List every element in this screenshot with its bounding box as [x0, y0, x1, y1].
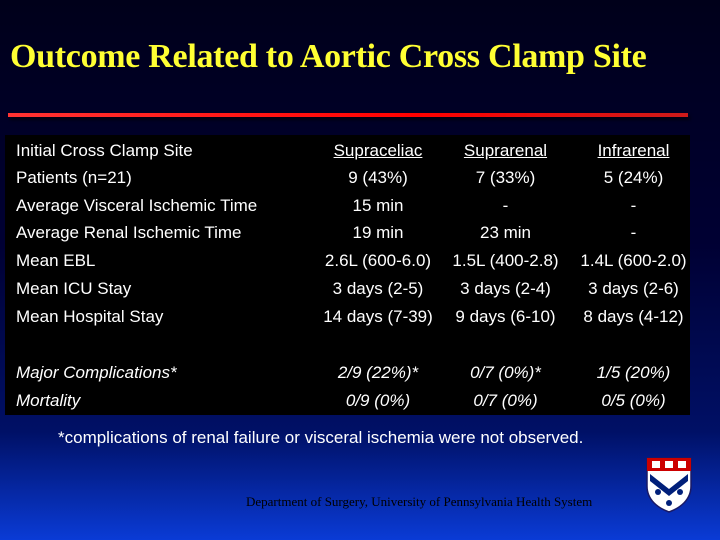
- column-header-infrarenal: Infrarenal: [597, 141, 670, 160]
- row-label-major-complications: Major Complications*: [16, 363, 177, 382]
- table-cell: 1.5L (400-2.8): [452, 251, 559, 270]
- table-cell: 19 min: [352, 223, 404, 242]
- table-cell: 0/5 (0%): [601, 391, 666, 410]
- table-cell: -: [502, 196, 509, 215]
- column-header-suprarenal: Suprarenal: [463, 141, 548, 160]
- table-cell: 0/9 (0%): [345, 391, 411, 410]
- row-label-visceral-ischemic-time: Average Visceral Ischemic Time: [16, 196, 258, 215]
- table-cell: 7 (33%): [475, 168, 536, 187]
- table-cell: 3 days (2-6): [588, 279, 679, 298]
- footnote: *complications of renal failure or visceral ischemia were not observed.: [58, 428, 584, 447]
- table-cell: 3 days (2-4): [460, 279, 551, 298]
- row-label-icu-stay: Mean ICU Stay: [16, 279, 132, 298]
- table-cell: 15 min: [352, 196, 404, 215]
- table-cell: 9 days (6-10): [455, 307, 556, 326]
- table-cell: 2/9 (22%)*: [337, 363, 419, 382]
- footer-department: Department of Surgery, University of Pennsylvania Health System: [246, 494, 593, 509]
- column-header-supraceliac: Supraceliac: [333, 141, 423, 160]
- table-cell: 23 min: [479, 223, 532, 242]
- table-cell: 14 days (7-39): [323, 307, 433, 326]
- table-cell: -: [630, 223, 637, 242]
- table-cell: 8 days (4-12): [583, 307, 684, 326]
- table-cell: 0/7 (0%)*: [470, 363, 541, 382]
- table-cell: 5 (24%): [603, 168, 664, 187]
- table-cell: 1.4L (600-2.0): [580, 251, 687, 270]
- row-label-mean-ebl: Mean EBL: [16, 251, 96, 270]
- table-cell: 0/7 (0%): [473, 391, 538, 410]
- table-cell: -: [630, 196, 637, 215]
- table-cell: 3 days (2-5): [332, 279, 424, 298]
- university-shield-icon: [644, 456, 694, 514]
- slide-title: Outcome Related to Aortic Cross Clamp Site: [10, 38, 647, 75]
- row-label-hospital-stay: Mean Hospital Stay: [16, 307, 164, 326]
- row-label-renal-ischemic-time: Average Renal Ischemic Time: [16, 223, 242, 242]
- title-divider: [8, 113, 688, 117]
- table-cell: 1/5 (20%): [596, 363, 671, 382]
- table-cell: 9 (43%): [348, 168, 408, 187]
- table-cell: 2.6L (600-6.0): [324, 251, 432, 270]
- table-header-label: Initial Cross Clamp Site: [16, 141, 193, 160]
- row-label-patients: Patients (n=21): [16, 168, 132, 187]
- row-label-mortality: Mortality: [16, 391, 81, 410]
- outcome-table: [5, 135, 690, 415]
